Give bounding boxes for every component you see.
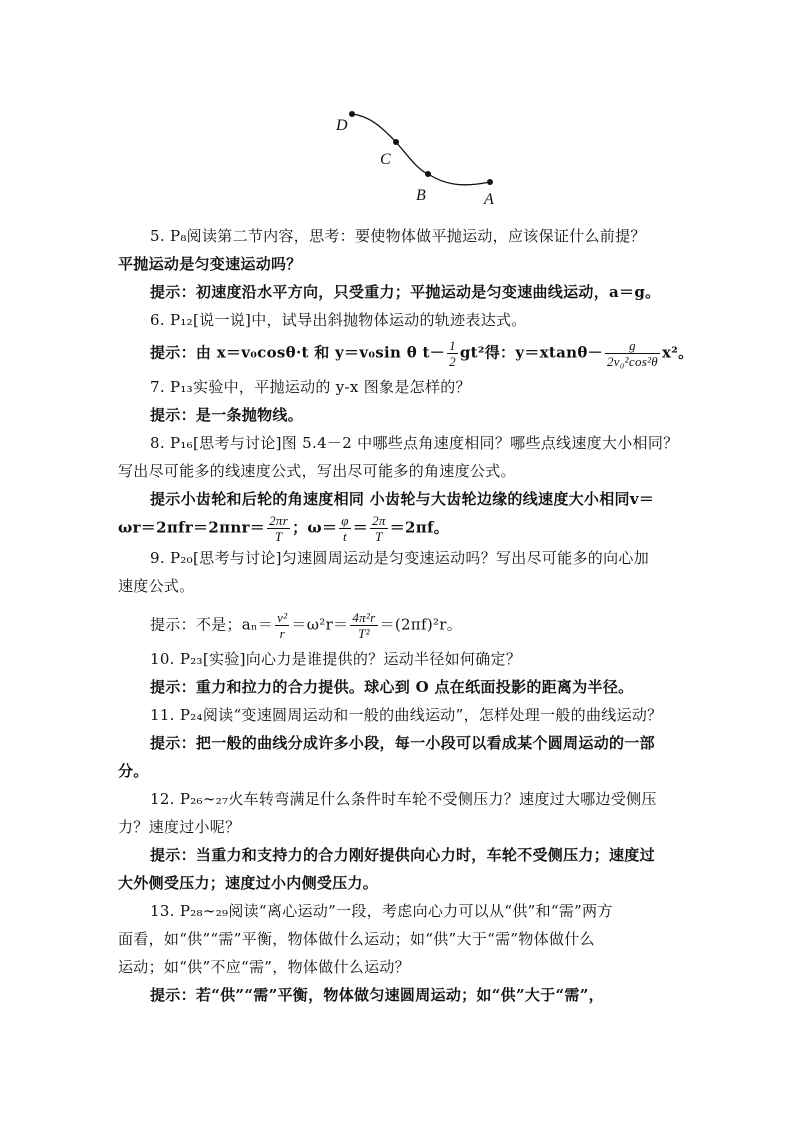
q5-text-2: 平抛运动是匀变速运动吗？ xyxy=(118,255,302,273)
label-a: A xyxy=(484,191,494,208)
q6-answer-mid: gt²得：y＝xtanθ－ xyxy=(459,343,603,362)
q8-answer-1: 提示小齿轮和后轮的角速度相同 小齿轮与大齿轮边缘的线速度大小相同v＝ xyxy=(150,490,655,508)
q9-answer-mid: ＝ω²r＝ xyxy=(291,615,349,634)
q9-fraction-1-den: r xyxy=(279,626,285,641)
q12-text-1: 12. P₂₆∼₂₇火车转弯满足什么条件时车轮不受侧压力？速度过大哪边受侧压 xyxy=(150,790,657,808)
q8-fraction-1-den: T xyxy=(274,529,283,544)
q8-fraction-3 xyxy=(370,513,388,544)
q13-answer: 提示：若“供”“需”平衡，物体做匀速圆周运动；如“供”大于“需”， xyxy=(150,986,604,1004)
q8-fraction-1-num: 2πr xyxy=(269,513,289,528)
q8-text-2: 写出尽可能多的线速度公式，写出尽可能多的角速度公式。 xyxy=(118,462,516,480)
q8-fraction-3-den: T xyxy=(375,529,383,544)
q12-text-2: 力？速度过小呢？ xyxy=(118,818,241,836)
q9-fraction-1-num: v² xyxy=(277,610,288,625)
q7-text: 7. P₁₃实验中，平抛运动的 y-x 图象是怎样的？ xyxy=(150,378,471,396)
label-d: D xyxy=(336,117,348,134)
q12-answer-2: 大外侧受压力；速度过小内侧受压力。 xyxy=(118,874,379,892)
q8-text-1: 8. P₁₆[思考与讨论]图 5.4－2 中哪些点角速度相同？哪些点线速度大小相同？ xyxy=(150,434,679,452)
q8-answer-2-pre: ωr＝2πfr＝2πnr＝ xyxy=(118,518,266,537)
q6-fraction-1-den: 2 xyxy=(449,354,456,369)
q7-answer: 提示：是一条抛物线。 xyxy=(150,406,304,424)
q8-answer-2-post: ＝2πf。 xyxy=(389,518,450,537)
q9-fraction-2-num: 4π²r xyxy=(352,610,376,625)
trajectory-figure xyxy=(320,98,510,210)
q8-fraction-2-den: t xyxy=(343,529,347,544)
label-b: B xyxy=(416,187,426,204)
q6-fraction-1 xyxy=(447,338,458,369)
q5-text-1: 5. P₈阅读第二节内容，思考：要使物体做平抛运动，应该保证什么前提？ xyxy=(150,227,646,245)
q9-fraction-2 xyxy=(350,610,377,641)
q6-answer-pre: 提示：由 x＝v₀cosθ·t 和 y＝v₀sin θ t－ xyxy=(150,343,446,362)
q8-fraction-2-num: φ xyxy=(341,513,349,528)
q9-answer xyxy=(118,610,684,641)
q8-fraction-1 xyxy=(267,513,290,544)
point-c xyxy=(393,139,399,145)
q6-answer-post: x²。 xyxy=(661,343,694,362)
label-c: C xyxy=(380,151,391,168)
q6-fraction-2-num: g xyxy=(605,338,660,354)
q8-fraction-2 xyxy=(339,513,351,544)
q8-fraction-3-num: 2π xyxy=(372,513,386,528)
q9-text-1: 9. P₂₀[思考与讨论]匀速圆周运动是匀变速运动吗？写出尽可能多的向心加 xyxy=(150,549,650,567)
q8-answer-2 xyxy=(118,513,684,544)
point-a xyxy=(487,179,493,185)
q11-text: 11. P₂₄阅读“变速圆周运动和一般的曲线运动”，怎样处理一般的曲线运动？ xyxy=(150,706,663,724)
q9-text-2: 速度公式。 xyxy=(118,577,195,595)
q6-fraction-1-num: 1 xyxy=(449,338,456,353)
q13-text-1: 13. P₂₈∼₂₉阅读“离心运动”一段，考虑向心力可以从“供”和“需”两方 xyxy=(150,902,613,920)
q9-answer-post: ＝(2πf)²r。 xyxy=(379,615,463,634)
q6-fraction-2 xyxy=(605,338,660,369)
q6-answer xyxy=(118,338,694,369)
q11-answer-2: 分。 xyxy=(118,762,149,780)
q12-answer-1: 提示：当重力和支持力的合力刚好提供向心力时，车轮不受侧压力；速度过 xyxy=(150,846,655,864)
q8-answer-2-mid: ；ω＝ xyxy=(292,518,338,537)
q9-fraction-2-den: T² xyxy=(358,626,370,641)
q9-answer-pre: 提示：不是；aₙ＝ xyxy=(150,615,274,634)
point-b xyxy=(425,171,431,177)
q10-answer: 提示：重力和拉力的合力提供。球心到 O 点在纸面投影的距离为半径。 xyxy=(150,678,634,696)
q11-answer-1: 提示：把一般的曲线分成许多小段，每一小段可以看成某个圆周运动的一部 xyxy=(150,734,655,752)
point-d xyxy=(349,111,355,117)
q6-fraction-2-den: 2v₀²cos²θ xyxy=(606,354,658,369)
q13-text-2: 面看，如“供”“需”平衡，物体做什么运动；如“供”大于“需”物体做什么 xyxy=(118,930,595,948)
q13-text-3: 运动；如“供”不应“需”，物体做什么运动？ xyxy=(118,958,410,976)
document-body xyxy=(118,222,694,1009)
q8-answer-2-mid2: ＝ xyxy=(352,518,369,537)
q10-text: 10. P₂₃[实验]向心力是谁提供的？运动半径如何确定？ xyxy=(150,650,522,668)
q6-text: 6. P₁₂[说一说]中，试导出斜抛物体运动的轨迹表达式。 xyxy=(150,311,527,329)
trajectory-curve xyxy=(352,114,490,185)
q9-fraction-1 xyxy=(275,610,289,641)
q5-answer: 提示：初速度沿水平方向，只受重力；平抛运动是匀变速曲线运动，a＝g。 xyxy=(150,283,661,301)
